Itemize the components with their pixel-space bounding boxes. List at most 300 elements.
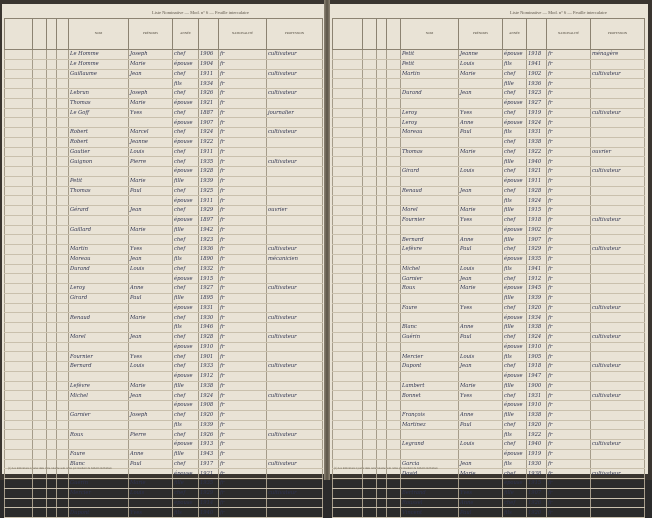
table-cell [377,225,387,235]
table-cell [591,352,645,362]
table-row [333,69,645,79]
table-cell: cultivateur [267,50,323,60]
table-cell [363,206,377,216]
table-row [333,352,645,362]
table-cell [363,508,377,518]
table-row [5,313,323,323]
table-cell [5,498,33,508]
table-cell: Morel [401,206,459,216]
table-cell [333,332,363,342]
table-cell [129,167,173,177]
table-cell [591,284,645,294]
table-cell: Louis [459,167,503,177]
table-cell [459,430,503,440]
table-cell: épouse [173,196,199,206]
table-cell: Roux [69,430,129,440]
table-cell: chef [503,137,527,147]
table-cell: 1931 [199,303,219,313]
table-cell: 1945 [527,284,547,294]
right-col-header-3 [387,19,401,50]
table-cell [57,410,69,420]
table-cell: 1922 [527,147,547,157]
table-cell: fr [547,410,591,420]
table-row [333,371,645,381]
left-col-header-2 [47,19,57,50]
table-cell [377,206,387,216]
table-cell: cultivateur [591,108,645,118]
table-cell [267,420,323,430]
table-cell: fille [503,293,527,303]
table-cell: 1912 [527,274,547,284]
table-cell: 1887 [199,108,219,118]
table-cell: épouse [173,371,199,381]
table-cell: fr [219,157,267,167]
table-cell [387,274,401,284]
table-row [5,167,323,177]
table-cell [5,440,33,450]
table-cell [591,89,645,99]
table-cell: cultivateur [591,303,645,313]
table-cell: fils [173,79,199,89]
table-cell [377,176,387,186]
table-cell [129,196,173,206]
table-cell: fr [547,157,591,167]
table-cell: Guillaume [69,69,129,79]
left-page [2,4,325,516]
table-cell: cultivateur [267,313,323,323]
table-cell: 1929 [527,245,547,255]
table-cell [69,215,129,225]
table-cell [5,401,33,411]
table-cell: chef [503,215,527,225]
table-cell [401,225,459,235]
table-cell [47,479,57,489]
table-cell [387,381,401,391]
table-cell: fr [547,303,591,313]
table-cell [47,89,57,99]
table-cell: cultivateur [591,440,645,450]
table-row [5,488,323,498]
table-cell [363,479,377,489]
table-cell [401,371,459,381]
table-cell: 1924 [199,391,219,401]
table-cell: 1895 [199,293,219,303]
table-cell [33,50,47,60]
table-cell: fr [547,362,591,372]
table-cell [69,235,129,245]
table-cell [333,157,363,167]
table-row [5,50,323,60]
table-cell: fr [219,69,267,79]
table-row [5,137,323,147]
table-cell [57,176,69,186]
table-row [333,50,645,60]
table-cell [267,323,323,333]
table-cell: chef [503,498,527,508]
left-footnote: (1) Les indications à porter dans cette colonne sont celles qui résultent du bulletin individuel. [8,466,113,470]
table-cell [5,284,33,294]
table-row [333,313,645,323]
table-cell [363,157,377,167]
table-cell: épouse [503,479,527,489]
table-cell: fille [503,235,527,245]
table-cell [267,498,323,508]
table-cell [363,401,377,411]
table-cell [401,79,459,89]
table-cell [363,225,377,235]
table-cell: fr [547,264,591,274]
table-cell [47,381,57,391]
table-cell: fr [547,323,591,333]
table-cell: fr [547,254,591,264]
table-row [5,274,323,284]
table-cell [333,508,363,518]
table-cell: Martinez [401,420,459,430]
table-cell: 1920 [199,410,219,420]
table-cell: 1930 [199,313,219,323]
left-register-table [4,18,323,518]
right-running-head: Liste Nominative — Mod. n° 6 — Feuille intercalaire [510,10,607,15]
table-cell: fille [173,225,199,235]
table-cell: fr [547,508,591,518]
table-cell [5,430,33,440]
table-cell [333,381,363,391]
table-cell [33,488,47,498]
table-cell [57,196,69,206]
table-cell: fr [547,313,591,323]
table-cell [69,469,129,479]
table-cell [33,186,47,196]
table-cell: 1939 [199,420,219,430]
table-row [5,420,323,430]
table-cell: chef [503,147,527,157]
table-cell: fr [219,79,267,89]
table-cell [363,274,377,284]
table-cell [47,440,57,450]
table-cell: chef [173,186,199,196]
table-cell [387,128,401,138]
table-cell: chef [173,128,199,138]
table-cell: Lebrun [69,89,129,99]
table-cell [47,59,57,69]
table-cell: fr [547,342,591,352]
table-cell [387,137,401,147]
table-cell [333,98,363,108]
table-cell: 1911 [199,147,219,157]
table-row [333,381,645,391]
table-cell: chef [503,332,527,342]
table-cell: chef [173,488,199,498]
table-cell [33,449,47,459]
table-cell [333,284,363,294]
table-cell: épouse [503,284,527,294]
table-cell: fils [503,352,527,362]
table-cell: 1938 [527,469,547,479]
table-cell [69,196,129,206]
table-cell [33,69,47,79]
table-row [333,167,645,177]
table-cell: fr [547,332,591,342]
table-cell [363,391,377,401]
table-cell [129,323,173,333]
table-cell [33,342,47,352]
table-cell [47,147,57,157]
table-row [333,274,645,284]
left-col-header-1 [33,19,47,50]
table-row [5,89,323,99]
table-cell [5,196,33,206]
table-row [333,59,645,69]
table-cell [387,508,401,518]
table-cell [591,176,645,186]
table-cell [129,235,173,245]
table-cell [591,488,645,498]
table-cell: fr [219,284,267,294]
table-cell: Marie [459,206,503,216]
table-cell: 1897 [199,215,219,225]
table-cell [33,479,47,489]
table-cell: fils [503,128,527,138]
table-cell [363,98,377,108]
table-cell: Jeanne [459,50,503,60]
table-cell: chef [173,284,199,294]
table-cell [377,186,387,196]
table-row [333,186,645,196]
table-cell [377,69,387,79]
table-cell: chef [173,69,199,79]
table-cell [591,401,645,411]
table-cell [47,342,57,352]
table-cell [377,352,387,362]
table-cell [387,352,401,362]
table-cell: fr [547,449,591,459]
table-cell [33,206,47,216]
table-cell [591,79,645,89]
left-col-header-8: NATIONALITÉ [219,19,267,50]
table-cell: cultivateur [267,362,323,372]
table-cell [33,430,47,440]
table-cell: David [401,469,459,479]
table-cell [267,469,323,479]
table-cell: 1928 [199,332,219,342]
table-cell: 1923 [527,89,547,99]
table-cell [377,401,387,411]
table-cell [377,313,387,323]
table-cell: fr [219,449,267,459]
table-cell [5,254,33,264]
table-cell: épouse [503,401,527,411]
table-cell: Robert [69,137,129,147]
table-cell [387,69,401,79]
table-cell: Marie [129,479,173,489]
table-cell [57,89,69,99]
table-cell [33,274,47,284]
table-cell: 1914 [199,498,219,508]
table-cell [377,420,387,430]
table-cell [57,352,69,362]
table-cell: fr [219,488,267,498]
table-row [5,469,323,479]
table-cell: fr [219,381,267,391]
table-row [333,108,645,118]
table-cell [47,186,57,196]
table-cell: 1923 [199,235,219,245]
table-cell: cultivateur [267,245,323,255]
table-cell [47,293,57,303]
table-cell [47,332,57,342]
table-cell: épouse [173,137,199,147]
table-row [5,59,323,69]
left-col-header-3 [57,19,69,50]
table-cell: fr [547,245,591,255]
table-cell [47,157,57,167]
table-cell [333,420,363,430]
table-cell: fille [173,293,199,303]
table-cell [377,108,387,118]
table-cell: fr [547,147,591,157]
table-cell: Blanc [401,323,459,333]
table-cell [591,235,645,245]
table-cell: fr [547,498,591,508]
table-cell: 1910 [199,342,219,352]
table-cell [591,508,645,518]
table-cell [33,332,47,342]
table-cell: fr [219,391,267,401]
table-cell [129,371,173,381]
table-cell [377,440,387,450]
table-cell: Paul [459,128,503,138]
table-cell: Faure [401,303,459,313]
table-cell: chef [173,245,199,255]
table-cell [591,371,645,381]
table-cell [5,469,33,479]
table-cell [333,410,363,420]
table-cell: cultivateur [591,167,645,177]
table-cell [363,342,377,352]
table-cell: chef [173,459,199,469]
table-cell [377,410,387,420]
table-cell [47,167,57,177]
table-cell: Anne [459,410,503,420]
right-footnote: (1) Les indications à porter dans cette colonne sont celles qui résultent du bulletin individuel. [334,466,439,470]
table-cell: Yves [459,488,503,498]
table-cell: Michel [69,391,129,401]
table-cell: Jean [459,89,503,99]
table-cell [363,215,377,225]
table-cell: Vincent [401,508,459,518]
table-cell [363,59,377,69]
table-cell: fr [547,235,591,245]
table-cell: chef [173,430,199,440]
table-cell [363,176,377,186]
table-row [5,98,323,108]
table-cell: 1902 [527,69,547,79]
table-cell: Durand [69,264,129,274]
table-cell: Louis [129,362,173,372]
table-cell [47,245,57,255]
table-cell [387,303,401,313]
table-cell: fr [547,440,591,450]
table-cell: Marie [459,284,503,294]
table-cell: Louis [459,264,503,274]
table-cell [377,342,387,352]
table-cell: 1912 [199,371,219,381]
table-cell [57,391,69,401]
table-cell [333,176,363,186]
table-cell: 1905 [527,352,547,362]
table-cell [363,440,377,450]
table-cell: Leroy [401,118,459,128]
table-row [5,215,323,225]
table-cell [333,362,363,372]
table-cell [33,381,47,391]
table-cell [459,293,503,303]
table-cell: Jeanne [129,137,173,147]
table-cell: chef [503,420,527,430]
table-cell: Joseph [129,410,173,420]
table-cell [47,362,57,372]
table-cell: 1920 [527,420,547,430]
table-row [5,352,323,362]
table-cell [267,59,323,69]
table-cell [33,313,47,323]
table-cell: chef [173,206,199,216]
table-cell: fr [219,371,267,381]
table-cell: 1924 [527,332,547,342]
table-cell [57,303,69,313]
table-cell [387,108,401,118]
table-cell: Dupont [69,508,129,518]
table-row [333,264,645,274]
table-cell: fr [219,420,267,430]
table-cell [57,128,69,138]
table-cell: fr [547,89,591,99]
table-cell [363,420,377,430]
table-cell: fr [547,459,591,469]
table-cell [267,235,323,245]
table-cell [57,469,69,479]
table-cell: épouse [503,176,527,186]
table-cell: cultivateur [591,332,645,342]
table-cell: Fournier [401,215,459,225]
table-cell [129,118,173,128]
table-cell: 1935 [527,254,547,264]
table-cell: 1940 [527,157,547,167]
table-cell [33,254,47,264]
table-cell: Guérin [69,479,129,489]
table-cell: Thomas [69,186,129,196]
table-cell: fr [219,245,267,255]
table-cell [333,225,363,235]
table-cell [333,440,363,450]
table-cell: 1910 [527,401,547,411]
table-cell: Yves [129,108,173,118]
table-cell: Legrand [401,440,459,450]
table-cell [363,79,377,89]
table-cell: cultivateur [267,430,323,440]
table-cell: fils [173,323,199,333]
table-cell [5,176,33,186]
table-cell: 1931 [527,128,547,138]
table-cell: 1941 [527,59,547,69]
table-cell: 1902 [527,225,547,235]
table-cell: 1904 [199,59,219,69]
table-cell: fr [547,176,591,186]
table-row [333,98,645,108]
table-row [5,264,323,274]
right-col-header-5: PRÉNOMS [459,19,503,50]
table-cell [591,342,645,352]
